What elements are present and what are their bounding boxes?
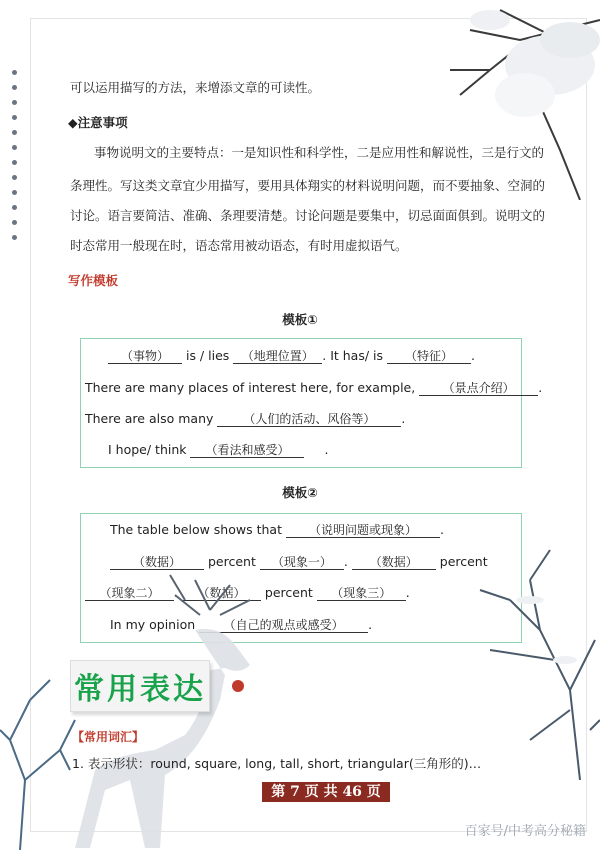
blank-activities: （人们的活动、风俗等） <box>217 412 401 427</box>
template1-line-1 <box>108 348 475 364</box>
template1-line-2 <box>85 380 542 396</box>
notes-line-4: 时态常用一般现在时，语态常用被动语态，有时用虚拟语气。 <box>70 238 408 253</box>
text: . <box>174 585 182 600</box>
template2-title: 模板② <box>282 485 318 500</box>
blank-location: （地理位置） <box>233 349 322 364</box>
template1-title: 模板① <box>282 312 318 327</box>
binding-dots <box>12 70 17 250</box>
common-expressions-badge: 常用表达 <box>70 660 210 712</box>
text: . <box>405 585 410 600</box>
blank-data-2: （数据） <box>352 555 436 570</box>
blank-issue: （说明问题或现象） <box>286 523 440 538</box>
text: I hope/ think <box>108 442 191 457</box>
text: . <box>401 411 406 426</box>
writing-template-heading: 写作模板 <box>68 273 119 288</box>
template2-line-1 <box>110 522 444 538</box>
notes-line-2: 条理性。写这类文章宜少用描写，要用具体翔实的材料说明问题，而不要抽象、空洞的 <box>70 178 546 193</box>
blank-own-opinion: （自己的观点或感受） <box>199 618 368 633</box>
blank-data-1: （数据） <box>110 555 204 570</box>
text: . It has/ is <box>322 348 387 363</box>
vocab-line-1: 1. 表示形状：round, square, long, tall, short, triangular(三角形的)… <box>72 756 482 771</box>
blank-data-3: （数据） <box>182 586 261 601</box>
blank-thing: （事物） <box>108 349 182 364</box>
page-number: 第 7 页 共 46 页 <box>262 782 390 802</box>
notes-heading: ◆注意事项 <box>68 115 128 130</box>
text: . <box>368 617 373 632</box>
blank-phenomenon-3: （现象三） <box>317 586 406 601</box>
text: The table below shows that <box>110 522 286 537</box>
text: percent <box>204 554 260 569</box>
text: . <box>538 380 543 395</box>
text: is / lies <box>182 348 234 363</box>
vocab-heading: 【常用词汇】 <box>72 730 145 744</box>
snowy-branch-illustration <box>430 0 600 200</box>
text: In my opinion <box>110 617 200 632</box>
text: . <box>343 554 352 569</box>
text: percent <box>435 554 488 569</box>
blank-phenomenon-2: （现象二） <box>85 586 174 601</box>
text: . <box>439 522 444 537</box>
blank-phenomenon-1: （现象一） <box>260 555 344 570</box>
text: percent <box>260 585 317 600</box>
intro-line: 可以运用描写的方法，来增添文章的可读性。 <box>70 80 321 95</box>
text: . <box>324 442 329 457</box>
template2-line-2 <box>110 554 488 570</box>
bare-tree-right-illustration <box>470 540 600 780</box>
notes-line-3: 讨论。语言要简洁、准确、条理要清楚。讨论问题是要集中，切忌面面俱到。说明文的 <box>70 208 546 223</box>
deer-nose <box>232 680 244 692</box>
text: There are also many <box>85 411 218 426</box>
blank-feature: （特征） <box>387 349 471 364</box>
template1-line-3 <box>85 411 405 427</box>
template1-line-4 <box>108 442 328 458</box>
text: . <box>471 348 475 363</box>
blank-opinion: （看法和感受） <box>190 443 304 458</box>
watermark: 百家号/中考高分秘籍 <box>464 824 586 839</box>
text: There are many places of interest here, for example, <box>85 380 420 395</box>
blank-attractions: （景点介绍） <box>419 381 538 396</box>
notes-line-1: 事物说明文的主要特点：一是知识性和科学性，二是应用性和解说性，三是行文的 <box>94 145 545 160</box>
